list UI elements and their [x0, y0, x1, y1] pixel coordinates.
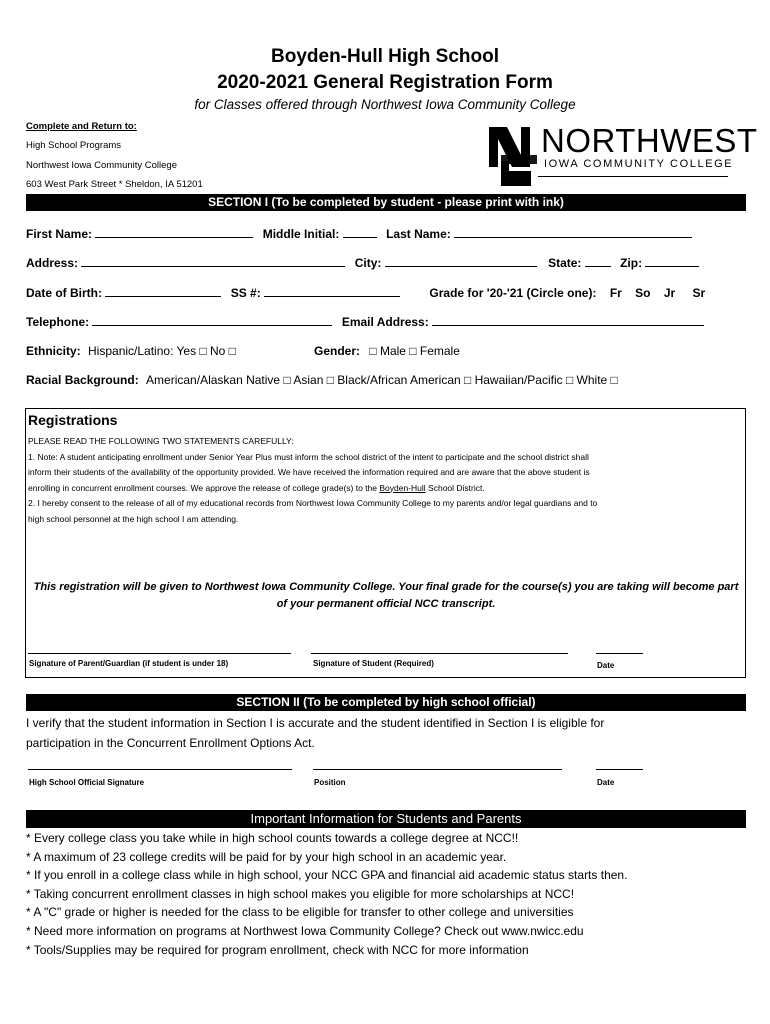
info-header: Important Information for Students and Parents — [26, 810, 746, 828]
racial-options[interactable]: American/Alaskan Native □ Asian □ Black/African American □ Hawaiian/Pacific □ White □ — [146, 373, 618, 387]
official-signature-line[interactable] — [28, 769, 292, 770]
address-row — [26, 255, 699, 270]
info-item: * A "C" grade or higher is needed for the class to be eligible for transfer to other college and universities — [26, 905, 574, 920]
zip-label: Zip: — [620, 256, 643, 270]
statement-1-line-2: inform their students of the availability of the opportunity provided. We have received the information required and are aware that the above student is — [28, 467, 590, 477]
registrations-heading: Registrations — [28, 412, 118, 428]
registrations-statements — [28, 434, 743, 527]
logo-tagline: IOWA COMMUNITY COLLEGE — [544, 158, 734, 170]
read-notice: PLEASE READ THE FOLLOWING TWO STATEMENTS CAREFULLY: — [28, 436, 294, 446]
ethnicity-options[interactable]: Hispanic/Latino: Yes □ No □ — [88, 344, 236, 358]
info-list — [26, 829, 756, 959]
verify-line-1: I verify that the student information in Section I is accurate and the student identified in Section I is eligible for — [26, 716, 605, 730]
address-label: Address: — [26, 256, 79, 270]
statement-2-line-1: 2. I hereby consent to the release of all of my educational records from Northwest Iowa Community College to my parents and/or legal guardians and to — [28, 498, 598, 508]
return-heading: Complete and Return to: — [26, 121, 137, 132]
last-name-field[interactable] — [454, 226, 692, 238]
transcript-notice — [26, 579, 746, 613]
statement-1-line-1: 1. Note: A student anticipating enrollment under Senior Year Plus must inform the school district of the intent to participate and the school district shall — [28, 451, 589, 462]
email-field[interactable] — [432, 314, 704, 326]
telephone-label: Telephone: — [26, 315, 90, 329]
city-field[interactable] — [385, 255, 537, 267]
state-field[interactable] — [585, 255, 611, 267]
section2-header: SECTION II (To be completed by high school official) — [26, 694, 746, 711]
official-date-line[interactable] — [596, 769, 643, 770]
dob-label: Date of Birth: — [26, 286, 102, 300]
telephone-field[interactable] — [92, 314, 332, 326]
position-line[interactable] — [313, 769, 562, 770]
registration-date-line[interactable] — [596, 653, 643, 654]
logo-rule — [538, 176, 728, 177]
info-item: * Tools/Supplies may be required for program enrollment, check with NCC for more information — [26, 942, 529, 957]
verify-statement — [26, 713, 604, 753]
section1-header: SECTION I (To be completed by student - please print with ink) — [26, 194, 746, 211]
grade-sr[interactable]: Sr — [692, 286, 706, 300]
info-item: * If you enroll in a college class while in high school, your NCC GPA and financial aid academic status starts then. — [26, 868, 628, 883]
form-title: 2020-2021 General Registration Form — [217, 72, 553, 93]
return-line-2: Northwest Iowa Community College — [26, 160, 178, 171]
parent-signature-label: Signature of Parent/Guardian (if student is under 18) — [29, 659, 229, 668]
transcript-notice-line-1: This registration will be given to Northwest Iowa Community College. Your final grade for the course(s) you are taking will become part — [33, 581, 739, 593]
info-item: * Need more information on programs at Northwest Iowa Community College? Check out www.nwicc.edu — [26, 923, 584, 938]
gender-label: Gender: — [314, 344, 361, 358]
info-item: * Taking concurrent enrollment classes in high school makes you eligible for more scholarships at NCC! — [26, 886, 575, 901]
dob-field[interactable] — [105, 285, 221, 297]
transcript-notice-line-2: of your permanent official NCC transcript. — [276, 598, 496, 610]
ss-label: SS #: — [230, 286, 261, 300]
ethnicity-label: Ethnicity: — [26, 344, 81, 358]
state-label: State: — [548, 256, 582, 270]
contact-row — [26, 314, 704, 329]
grade-fr[interactable]: Fr — [609, 286, 622, 300]
city-label: City: — [354, 256, 382, 270]
verify-line-2: participation in the Concurrent Enrollment Options Act. — [26, 736, 315, 750]
middle-initial-label: Middle Initial: — [262, 227, 340, 241]
first-name-label: First Name: — [26, 227, 93, 241]
statement-1-line-3 — [28, 481, 743, 497]
grade-label: Grade for '20-'21 (Circle one): — [429, 286, 597, 300]
student-signature-label: Signature of Student (Required) — [313, 659, 434, 668]
statement-1-end: School District. — [425, 482, 485, 493]
first-name-field[interactable] — [95, 226, 253, 238]
statement-1-district: Boyden-Hull — [379, 482, 426, 493]
info-item: * A maximum of 23 college credits will be paid for by your high school in an academic year. — [26, 849, 507, 864]
logo-name: NORTHWEST — [541, 122, 758, 159]
grade-so[interactable]: So — [635, 286, 651, 300]
form-subtitle: for Classes offered through Northwest Iowa Community College — [194, 97, 576, 112]
middle-initial-field[interactable] — [343, 226, 377, 238]
return-line-3: 603 West Park Street * Sheldon, IA 51201 — [26, 179, 203, 190]
racial-row — [26, 373, 618, 387]
position-label: Position — [314, 778, 346, 787]
ss-field[interactable] — [264, 285, 400, 297]
racial-label: Racial Background: — [26, 373, 139, 387]
official-signature-label: High School Official Signature — [29, 778, 145, 787]
official-date-label: Date — [597, 778, 615, 787]
dob-row — [26, 285, 705, 300]
email-label: Email Address: — [341, 315, 429, 329]
zip-field[interactable] — [645, 255, 699, 267]
name-row — [26, 226, 692, 241]
grade-jr[interactable]: Jr — [663, 286, 676, 300]
address-field[interactable] — [81, 255, 345, 267]
school-name: Boyden-Hull High School — [271, 46, 499, 67]
parent-signature-line[interactable] — [28, 653, 291, 654]
last-name-label: Last Name: — [386, 227, 451, 241]
gender-options[interactable]: □ Male □ Female — [369, 344, 460, 358]
info-item: * Every college class you take while in high school counts towards a college degree at NCC!! — [26, 831, 519, 845]
return-line-1: High School Programs — [26, 140, 122, 151]
student-signature-line[interactable] — [311, 653, 568, 654]
registration-date-label: Date — [597, 661, 615, 670]
gender-row — [314, 344, 460, 358]
ethnicity-row — [26, 344, 236, 358]
ncc-logo-icon — [487, 125, 539, 187]
statement-1-text: enrolling in concurrent enrollment courses. We approve the release of college grade(s) to the — [28, 482, 380, 493]
statement-2-line-2: high school personnel at the high school I am attending. — [28, 513, 239, 524]
